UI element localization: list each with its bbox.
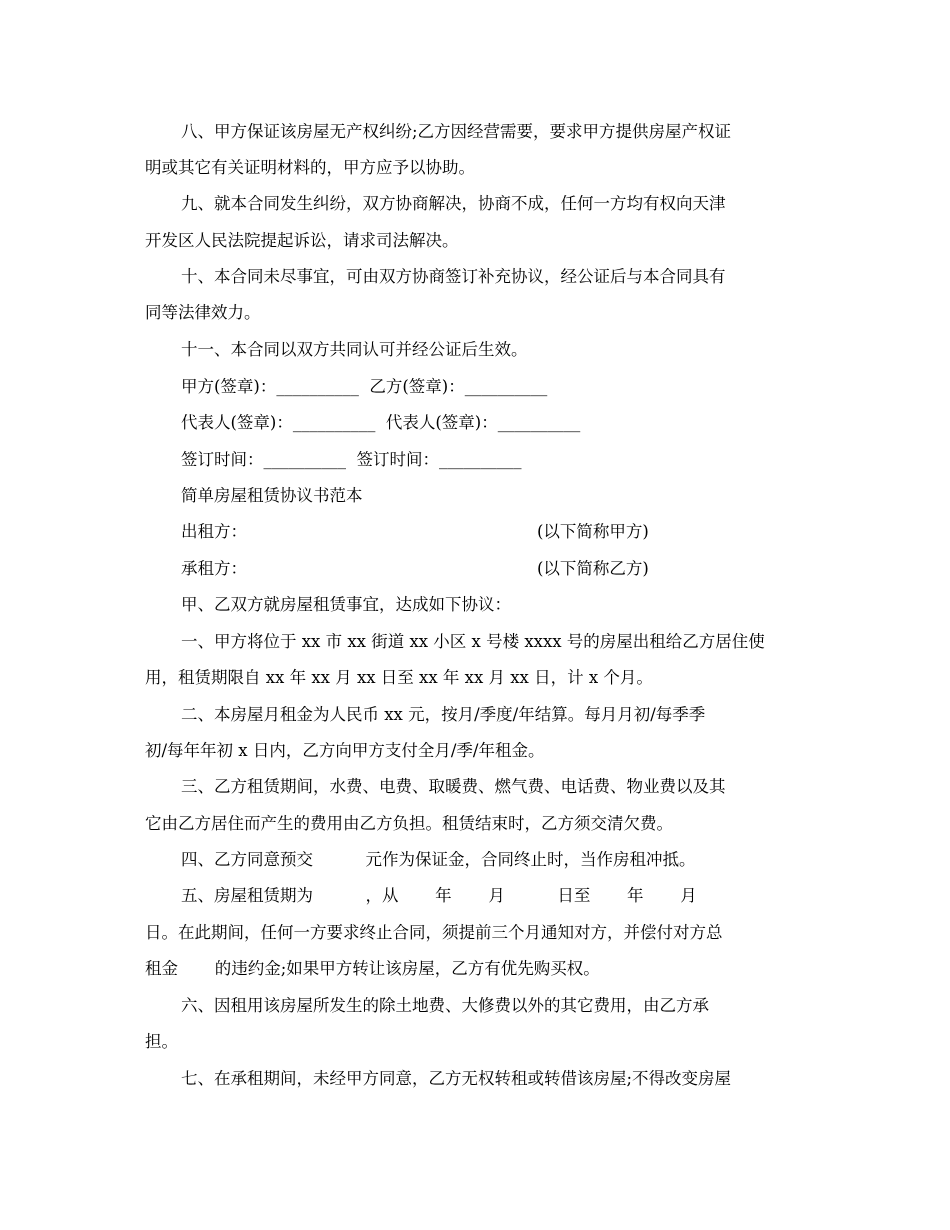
- clause-10-line-1: 十、本合同未尽事宜，可由双方协商签订补充协议，经公证后与本合同具有: [181, 267, 726, 286]
- clause-9-line-1: 九、就本合同发生纠纷，双方协商解决，协商不成，任何一方均有权向天津: [181, 194, 726, 213]
- clause-9-line-2: 开发区人民法院提起诉讼，请求司法解决。: [145, 231, 459, 250]
- agreement-intro: 甲、乙双方就房屋租赁事宜，达成如下协议：: [181, 595, 511, 614]
- lessee-label: 承租方：: [181, 559, 247, 578]
- clause-10-line-2: 同等法律效力。: [145, 303, 261, 322]
- term-2-line-1: 二、本房屋月租金为人民币 xx 元，按月/季度/年结算。每月月初/每季季: [181, 705, 706, 724]
- signing-date-line: 签订时间：__________ 签订时间：__________: [181, 450, 522, 469]
- term-2-line-2: 初/每年年初 x 日内，乙方向甲方支付全月/季/年租金。: [145, 741, 545, 760]
- term-3-line-1: 三、乙方租赁期间，水费、电费、取暖费、燃气费、电话费、物业费以及其: [181, 777, 726, 796]
- term-1-line-2: 用，租赁期限自 xx 年 xx 月 xx 日至 xx 年 xx 月 xx 日，计 x 个月。: [145, 668, 653, 687]
- clause-8-line-2: 明或其它有关证明材料的，甲方应予以协助。: [145, 158, 475, 177]
- lessor-note: (以下简称甲方): [537, 522, 649, 541]
- term-5-line-2: 日。在此期间，任何一方要求终止合同，须提前三个月通知对方，并偿付对方总: [145, 923, 723, 942]
- signature-party-line: 甲方(签章)：__________ 乙方(签章)：__________: [181, 377, 548, 396]
- lessee-note: (以下简称乙方): [537, 559, 649, 578]
- term-3-line-2: 它由乙方居住而产生的费用由乙方负担。租赁结束时，乙方须交清欠费。: [145, 814, 673, 833]
- lessor-label: 出租方：: [181, 522, 247, 541]
- signature-representative-line: 代表人(签章)：__________ 代表人(签章)：__________: [181, 413, 581, 432]
- term-7-line-1: 七、在承租期间，未经甲方同意，乙方无权转租或转借该房屋;不得改变房屋: [181, 1069, 732, 1088]
- section-title: 简单房屋租赁协议书范本: [181, 486, 363, 505]
- clause-8-line-1: 八、甲方保证该房屋无产权纠纷;乙方因经营需要，要求甲方提供房屋产权证: [181, 122, 732, 141]
- term-6-line-1: 六、因租用该房屋所发生的除土地费、大修费以外的其它费用，由乙方承: [181, 996, 709, 1015]
- term-5-line-1: 五、房屋租赁期为 ，从 年 月 日至 年 月: [181, 886, 697, 905]
- clause-11: 十一、本合同以双方共同认可并经公证后生效。: [181, 340, 528, 359]
- term-1-line-1: 一、甲方将位于 xx 市 xx 街道 xx 小区 x 号楼 xxxx 号的房屋出租给乙方居住使: [181, 632, 765, 651]
- term-5-line-3: 租金 的违约金;如果甲方转让该房屋，乙方有优先购买权。: [145, 959, 600, 978]
- term-6-line-2: 担。: [145, 1032, 178, 1051]
- term-4: 四、乙方同意预交 元作为保证金，合同终止时，当作房租冲抵。: [181, 850, 696, 869]
